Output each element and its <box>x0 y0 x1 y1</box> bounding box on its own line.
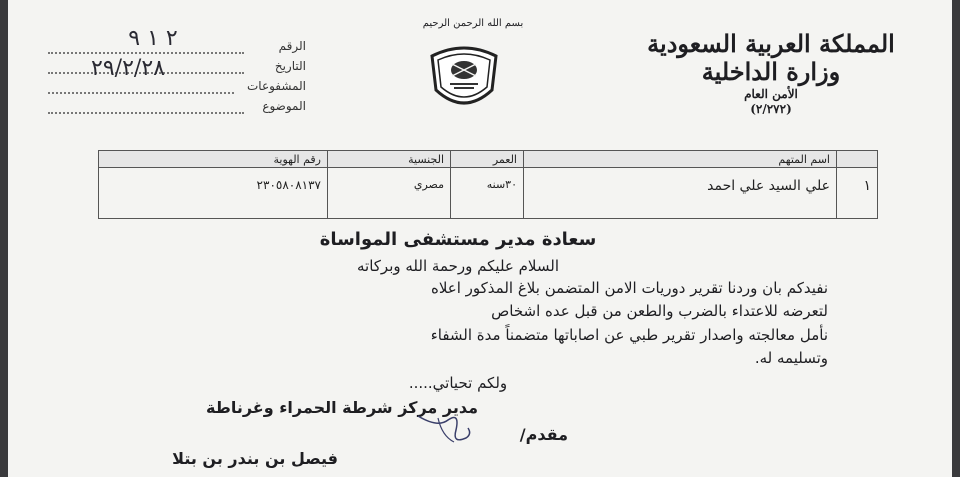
attachments-line <box>48 92 234 94</box>
body-line-1: نفيدكم بان وردنا تقرير دوريات الامن المتضمن بلاغ المذكور اعلاه <box>430 279 828 297</box>
signer-rank: مقدم/ <box>519 425 568 444</box>
row-index: ١ <box>837 168 878 219</box>
ministry-title: وزارة الداخلية <box>701 57 841 86</box>
signer-name: فيصل بن بندر بن بتلا <box>172 449 338 468</box>
subject-label: الموضوع <box>262 99 306 113</box>
id-header: رقم الهوية <box>99 151 328 168</box>
number-line <box>48 52 244 54</box>
letterhead <box>636 30 906 116</box>
letter-title: سعادة مدير مستشفى المواساة <box>319 229 597 250</box>
accused-id: ٢٣٠٥٨٠٨١٣٧ <box>99 168 328 219</box>
subject-line <box>48 112 244 114</box>
accused-name: علي السيد علي احمد <box>524 168 837 219</box>
kingdom-title: المملكة العربية السعودية <box>647 29 895 58</box>
age-header: العمر <box>451 151 524 168</box>
attachments-label: المشفوعات <box>246 79 306 93</box>
table-header-row <box>99 151 878 168</box>
signature-mark <box>408 408 478 448</box>
number-label: الرقم <box>278 39 306 53</box>
date-label: التاريخ <box>274 59 306 73</box>
body-line-4: وتسليمه له. <box>754 349 828 367</box>
accused-nationality: مصري <box>328 168 451 219</box>
number-value: ٢ ١ ٩ <box>128 26 178 51</box>
body-line-2: لتعرضه للاعتداء بالضرب والطعن من قبل عده اشخاص <box>491 302 828 320</box>
right-frame-edge <box>952 0 960 477</box>
table-row <box>99 168 878 219</box>
left-frame-edge <box>0 0 8 477</box>
signer-title: مدير مركز شرطة الحمراء وغرناطة <box>206 398 478 417</box>
document-page <box>8 0 952 477</box>
date-value: ٢٩/٢/٢٨ <box>91 56 165 81</box>
department-code: (٢/٢٧٢) <box>750 102 792 116</box>
basmala: بسم الله الرحمن الرحيم <box>422 18 524 29</box>
accused-table <box>98 150 878 219</box>
security-emblem-icon <box>426 42 502 114</box>
department-title: الأمن العام <box>744 87 798 101</box>
closing: ولكم تحياتي..... <box>408 374 508 392</box>
greeting: السلام عليكم ورحمة الله وبركاته <box>357 257 559 275</box>
index-header <box>837 151 878 168</box>
name-header: اسم المتهم <box>524 151 837 168</box>
nationality-header: الجنسية <box>328 151 451 168</box>
body-line-3: نأمل معالجته واصدار تقرير طبي عن اصاباتها متضمناً مدة الشفاء <box>430 326 828 344</box>
accused-age: ٣٠سنه <box>451 168 524 219</box>
